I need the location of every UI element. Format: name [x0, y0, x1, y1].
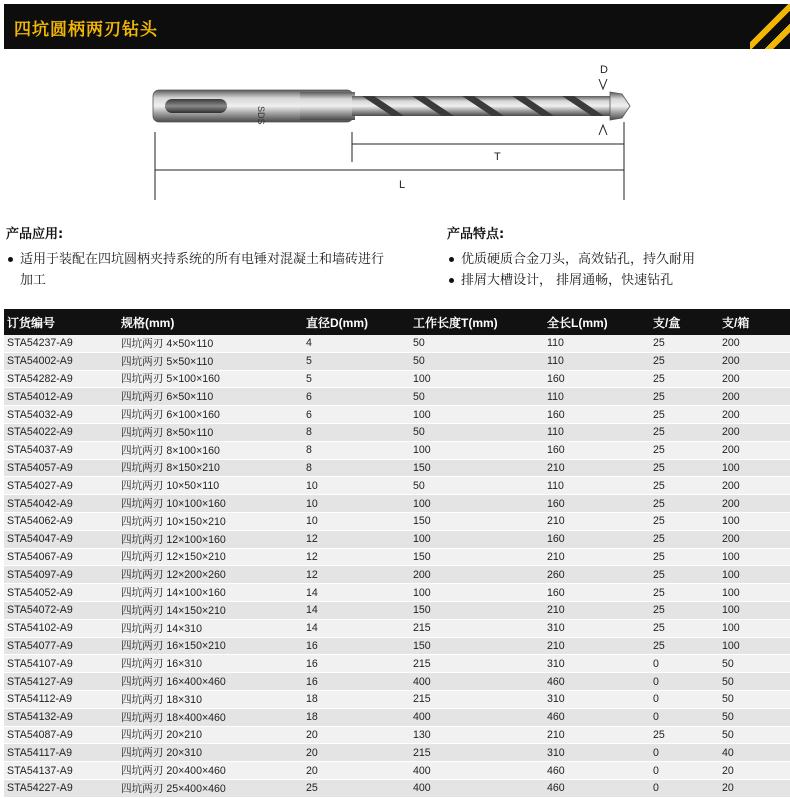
order-number-cell: STA54077-A9 [4, 637, 118, 655]
per-case-cell: 100 [719, 584, 790, 602]
total-length-cell: 310 [544, 655, 650, 673]
spec-cell: 四坑两刃 4×50×110 [118, 335, 303, 352]
table-row [4, 779, 790, 797]
per-box-cell: 25 [650, 352, 719, 370]
spec-cell: 四坑两刃 10×50×110 [118, 477, 303, 495]
per-box-cell: 25 [650, 619, 719, 637]
per-case-cell: 50 [719, 708, 790, 726]
order-number-cell: STA54117-A9 [4, 744, 118, 762]
diameter-cell: 5 [303, 352, 410, 370]
per-box-cell: 25 [650, 584, 719, 602]
dimension-d-arrow-bottom [599, 125, 607, 135]
total-length-cell: 310 [544, 690, 650, 708]
per-box-cell: 25 [650, 441, 719, 459]
per-case-cell: 20 [719, 762, 790, 780]
order-number-cell: STA54002-A9 [4, 352, 118, 370]
order-number-cell: STA54132-A9 [4, 708, 118, 726]
spec-cell: 四坑两刃 5×100×160 [118, 370, 303, 388]
working-length-header: 工作长度T(mm) [410, 309, 544, 335]
working-length-cell: 50 [410, 335, 544, 352]
shank-marking: SDS [256, 106, 266, 125]
table-row [4, 762, 790, 780]
total-length-cell: 460 [544, 779, 650, 797]
diameter-header: 直径D(mm) [303, 309, 410, 335]
order-number-cell: STA54127-A9 [4, 673, 118, 691]
diameter-cell: 16 [303, 637, 410, 655]
table-row [4, 673, 790, 691]
per-box-cell: 0 [650, 762, 719, 780]
total-length-cell: 210 [544, 459, 650, 477]
per-box-cell: 0 [650, 655, 719, 673]
features-list [447, 249, 777, 291]
spec-cell: 四坑两刃 10×150×210 [118, 512, 303, 530]
drill-flutes [352, 96, 614, 116]
table-body [4, 335, 790, 797]
working-length-cell: 100 [410, 495, 544, 513]
working-length-cell: 215 [410, 619, 544, 637]
diameter-cell: 12 [303, 548, 410, 566]
spec-cell: 四坑两刃 16×400×460 [118, 673, 303, 691]
working-length-cell: 400 [410, 779, 544, 797]
working-length-cell: 100 [410, 441, 544, 459]
order-number-cell: STA54237-A9 [4, 335, 118, 352]
per-case-cell: 50 [719, 726, 790, 744]
table-header-row [4, 309, 790, 335]
working-length-cell: 100 [410, 406, 544, 424]
table-row [4, 406, 790, 424]
diameter-cell: 8 [303, 459, 410, 477]
per-box-cell: 25 [650, 566, 719, 584]
total-length-cell: 160 [544, 370, 650, 388]
table-row [4, 459, 790, 477]
spec-cell: 四坑两刃 8×150×210 [118, 459, 303, 477]
order-number-cell: STA54047-A9 [4, 530, 118, 548]
diameter-cell: 4 [303, 335, 410, 352]
diameter-cell: 12 [303, 566, 410, 584]
working-length-cell: 150 [410, 637, 544, 655]
total-length-cell: 210 [544, 726, 650, 744]
working-length-cell: 215 [410, 690, 544, 708]
order-number-cell: STA54012-A9 [4, 388, 118, 406]
per-box-cell: 25 [650, 637, 719, 655]
working-length-cell: 150 [410, 459, 544, 477]
order-number-cell: STA54037-A9 [4, 441, 118, 459]
carbide-tip [610, 92, 630, 120]
diameter-cell: 12 [303, 530, 410, 548]
diameter-cell: 10 [303, 512, 410, 530]
features-section [447, 224, 777, 291]
total-length-cell: 310 [544, 744, 650, 762]
dimension-t-label: T [494, 151, 501, 163]
diameter-cell: 18 [303, 708, 410, 726]
per-case-cell: 200 [719, 495, 790, 513]
diameter-cell: 16 [303, 673, 410, 691]
diameter-cell: 6 [303, 388, 410, 406]
spec-cell: 四坑两刃 25×400×460 [118, 779, 303, 797]
per-box-cell: 0 [650, 744, 719, 762]
spec-cell: 四坑两刃 8×100×160 [118, 441, 303, 459]
per-case-cell: 100 [719, 601, 790, 619]
per-case-cell: 200 [719, 441, 790, 459]
diameter-cell: 10 [303, 477, 410, 495]
table-row [4, 708, 790, 726]
working-length-cell: 400 [410, 708, 544, 726]
features-item: 排屑大槽设计， 排屑通畅，快速钻孔 [447, 270, 777, 291]
per-box-cell: 25 [650, 548, 719, 566]
per-case-cell: 20 [719, 779, 790, 797]
total-length-cell: 110 [544, 335, 650, 352]
per-box-cell: 25 [650, 530, 719, 548]
total-length-cell: 110 [544, 352, 650, 370]
order-number-cell: STA54087-A9 [4, 726, 118, 744]
diameter-cell: 14 [303, 584, 410, 602]
spec-cell: 四坑两刃 14×100×160 [118, 584, 303, 602]
application-item: 适用于装配在四坑圆柄夹持系统的所有电锤对混凝土和墙砖进行加工 [6, 249, 386, 291]
per-box-cell: 25 [650, 601, 719, 619]
table-row [4, 423, 790, 441]
spec-cell: 四坑两刃 20×310 [118, 744, 303, 762]
order-number-cell: STA54032-A9 [4, 406, 118, 424]
spec-cell: 四坑两刃 8×50×110 [118, 423, 303, 441]
table-row [4, 655, 790, 673]
working-length-cell: 150 [410, 548, 544, 566]
table-row [4, 601, 790, 619]
application-heading: 产品应用: [6, 227, 64, 242]
spec-cell: 四坑两刃 18×310 [118, 690, 303, 708]
diameter-cell: 16 [303, 655, 410, 673]
working-length-cell: 215 [410, 744, 544, 762]
table-row [4, 548, 790, 566]
per-case-cell: 200 [719, 477, 790, 495]
per-box-cell: 25 [650, 459, 719, 477]
spec-cell: 四坑两刃 20×400×460 [118, 762, 303, 780]
diameter-cell: 5 [303, 370, 410, 388]
spec-cell: 四坑两刃 10×100×160 [118, 495, 303, 513]
per-case-cell: 100 [719, 548, 790, 566]
table-row [4, 512, 790, 530]
per-case-cell: 40 [719, 744, 790, 762]
working-length-cell: 50 [410, 388, 544, 406]
per-case-cell: 200 [719, 530, 790, 548]
working-length-cell: 400 [410, 673, 544, 691]
table-row [4, 566, 790, 584]
total-length-cell: 460 [544, 673, 650, 691]
working-length-cell: 100 [410, 530, 544, 548]
per-case-cell: 50 [719, 655, 790, 673]
per-box-cell: 25 [650, 726, 719, 744]
spec-table [4, 309, 790, 798]
total-length-cell: 160 [544, 495, 650, 513]
diameter-cell: 20 [303, 762, 410, 780]
per-box-cell: 0 [650, 673, 719, 691]
diameter-cell: 6 [303, 406, 410, 424]
dimension-d-label: D [600, 64, 608, 76]
title-accent-stripes [750, 4, 790, 49]
page-title: 四坑圆柄两刃钻头 [14, 20, 158, 40]
diameter-cell: 20 [303, 744, 410, 762]
dimension-l-label: L [399, 179, 406, 191]
drill-shank [153, 90, 355, 122]
order-number-cell: STA54102-A9 [4, 619, 118, 637]
working-length-cell: 100 [410, 584, 544, 602]
table-row [4, 619, 790, 637]
per-box-cell: 25 [650, 512, 719, 530]
working-length-cell: 400 [410, 762, 544, 780]
order-number-cell: STA54062-A9 [4, 512, 118, 530]
table-row [4, 495, 790, 513]
per-case-cell: 100 [719, 459, 790, 477]
table-row [4, 726, 790, 744]
working-length-cell: 215 [410, 655, 544, 673]
spec-cell: 四坑两刃 12×200×260 [118, 566, 303, 584]
application-list [6, 249, 386, 291]
table-row [4, 690, 790, 708]
table-row [4, 530, 790, 548]
total-length-cell: 460 [544, 762, 650, 780]
working-length-cell: 150 [410, 601, 544, 619]
total-length-cell: 160 [544, 584, 650, 602]
total-length-cell: 110 [544, 423, 650, 441]
order-number-cell: STA54072-A9 [4, 601, 118, 619]
per-box-cell: 25 [650, 423, 719, 441]
table-row [4, 637, 790, 655]
order-number-cell: STA54042-A9 [4, 495, 118, 513]
working-length-cell: 50 [410, 477, 544, 495]
per-box-cell: 25 [650, 406, 719, 424]
order-number-cell: STA54022-A9 [4, 423, 118, 441]
total-length-cell: 210 [544, 637, 650, 655]
order-number-header: 订货编号 [4, 309, 118, 335]
total-length-cell: 210 [544, 548, 650, 566]
total-length-header: 全长L(mm) [544, 309, 650, 335]
diameter-cell: 18 [303, 690, 410, 708]
total-length-cell: 160 [544, 441, 650, 459]
per-case-cell: 100 [719, 566, 790, 584]
total-length-cell: 210 [544, 512, 650, 530]
features-item: 优质硬质合金刀头，高效钻孔，持久耐用 [447, 249, 777, 270]
per-box-cell: 0 [650, 708, 719, 726]
spec-cell: 四坑两刃 5×50×110 [118, 352, 303, 370]
diameter-cell: 14 [303, 619, 410, 637]
order-number-cell: STA54057-A9 [4, 459, 118, 477]
diameter-cell: 8 [303, 423, 410, 441]
table-row [4, 352, 790, 370]
per-case-cell: 50 [719, 673, 790, 691]
application-section [6, 224, 386, 291]
per-case-cell: 50 [719, 690, 790, 708]
spec-cell: 四坑两刃 16×150×210 [118, 637, 303, 655]
order-number-cell: STA54112-A9 [4, 690, 118, 708]
per-box-cell: 25 [650, 388, 719, 406]
dimension-d-arrow-top [599, 79, 607, 89]
total-length-cell: 160 [544, 406, 650, 424]
per-case-cell: 100 [719, 619, 790, 637]
spec-cell: 四坑两刃 16×310 [118, 655, 303, 673]
drill-bit-diagram [0, 52, 790, 212]
order-number-cell: STA54097-A9 [4, 566, 118, 584]
per-box-cell: 25 [650, 370, 719, 388]
per-case-cell: 200 [719, 388, 790, 406]
table-row [4, 584, 790, 602]
table-row [4, 477, 790, 495]
table-row [4, 441, 790, 459]
per-box-cell: 0 [650, 690, 719, 708]
per-case-cell: 100 [719, 512, 790, 530]
diameter-cell: 8 [303, 441, 410, 459]
spec-cell: 四坑两刃 12×150×210 [118, 548, 303, 566]
diameter-cell: 10 [303, 495, 410, 513]
diameter-cell: 14 [303, 601, 410, 619]
total-length-cell: 210 [544, 601, 650, 619]
per-box-cell: 25 [650, 335, 719, 352]
diameter-cell: 25 [303, 779, 410, 797]
working-length-cell: 50 [410, 423, 544, 441]
order-number-cell: STA54067-A9 [4, 548, 118, 566]
working-length-cell: 150 [410, 512, 544, 530]
spec-cell: 四坑两刃 12×100×160 [118, 530, 303, 548]
per-box-header: 支/盒 [650, 309, 719, 335]
spec-cell: 四坑两刃 6×100×160 [118, 406, 303, 424]
working-length-cell: 130 [410, 726, 544, 744]
order-number-cell: STA54227-A9 [4, 779, 118, 797]
total-length-cell: 460 [544, 708, 650, 726]
table-row [4, 388, 790, 406]
title-bar [4, 4, 790, 49]
spec-header: 规格(mm) [118, 309, 303, 335]
per-case-cell: 200 [719, 406, 790, 424]
spec-cell: 四坑两刃 6×50×110 [118, 388, 303, 406]
total-length-cell: 160 [544, 530, 650, 548]
per-case-cell: 200 [719, 370, 790, 388]
total-length-cell: 260 [544, 566, 650, 584]
per-case-header: 支/箱 [719, 309, 790, 335]
order-number-cell: STA54052-A9 [4, 584, 118, 602]
spec-cell: 四坑两刃 14×310 [118, 619, 303, 637]
total-length-cell: 110 [544, 388, 650, 406]
order-number-cell: STA54107-A9 [4, 655, 118, 673]
per-case-cell: 200 [719, 423, 790, 441]
per-case-cell: 200 [719, 335, 790, 352]
total-length-cell: 310 [544, 619, 650, 637]
per-box-cell: 25 [650, 495, 719, 513]
order-number-cell: STA54282-A9 [4, 370, 118, 388]
table-row [4, 370, 790, 388]
spec-cell: 四坑两刃 18×400×460 [118, 708, 303, 726]
features-heading: 产品特点: [447, 227, 505, 242]
per-box-cell: 25 [650, 477, 719, 495]
table-row [4, 744, 790, 762]
diameter-cell: 20 [303, 726, 410, 744]
working-length-cell: 200 [410, 566, 544, 584]
order-number-cell: STA54027-A9 [4, 477, 118, 495]
spec-cell: 四坑两刃 14×150×210 [118, 601, 303, 619]
spec-cell: 四坑两刃 20×210 [118, 726, 303, 744]
total-length-cell: 110 [544, 477, 650, 495]
per-box-cell: 0 [650, 779, 719, 797]
per-case-cell: 200 [719, 352, 790, 370]
working-length-cell: 50 [410, 352, 544, 370]
per-case-cell: 100 [719, 637, 790, 655]
table-row [4, 335, 790, 352]
working-length-cell: 100 [410, 370, 544, 388]
order-number-cell: STA54137-A9 [4, 762, 118, 780]
